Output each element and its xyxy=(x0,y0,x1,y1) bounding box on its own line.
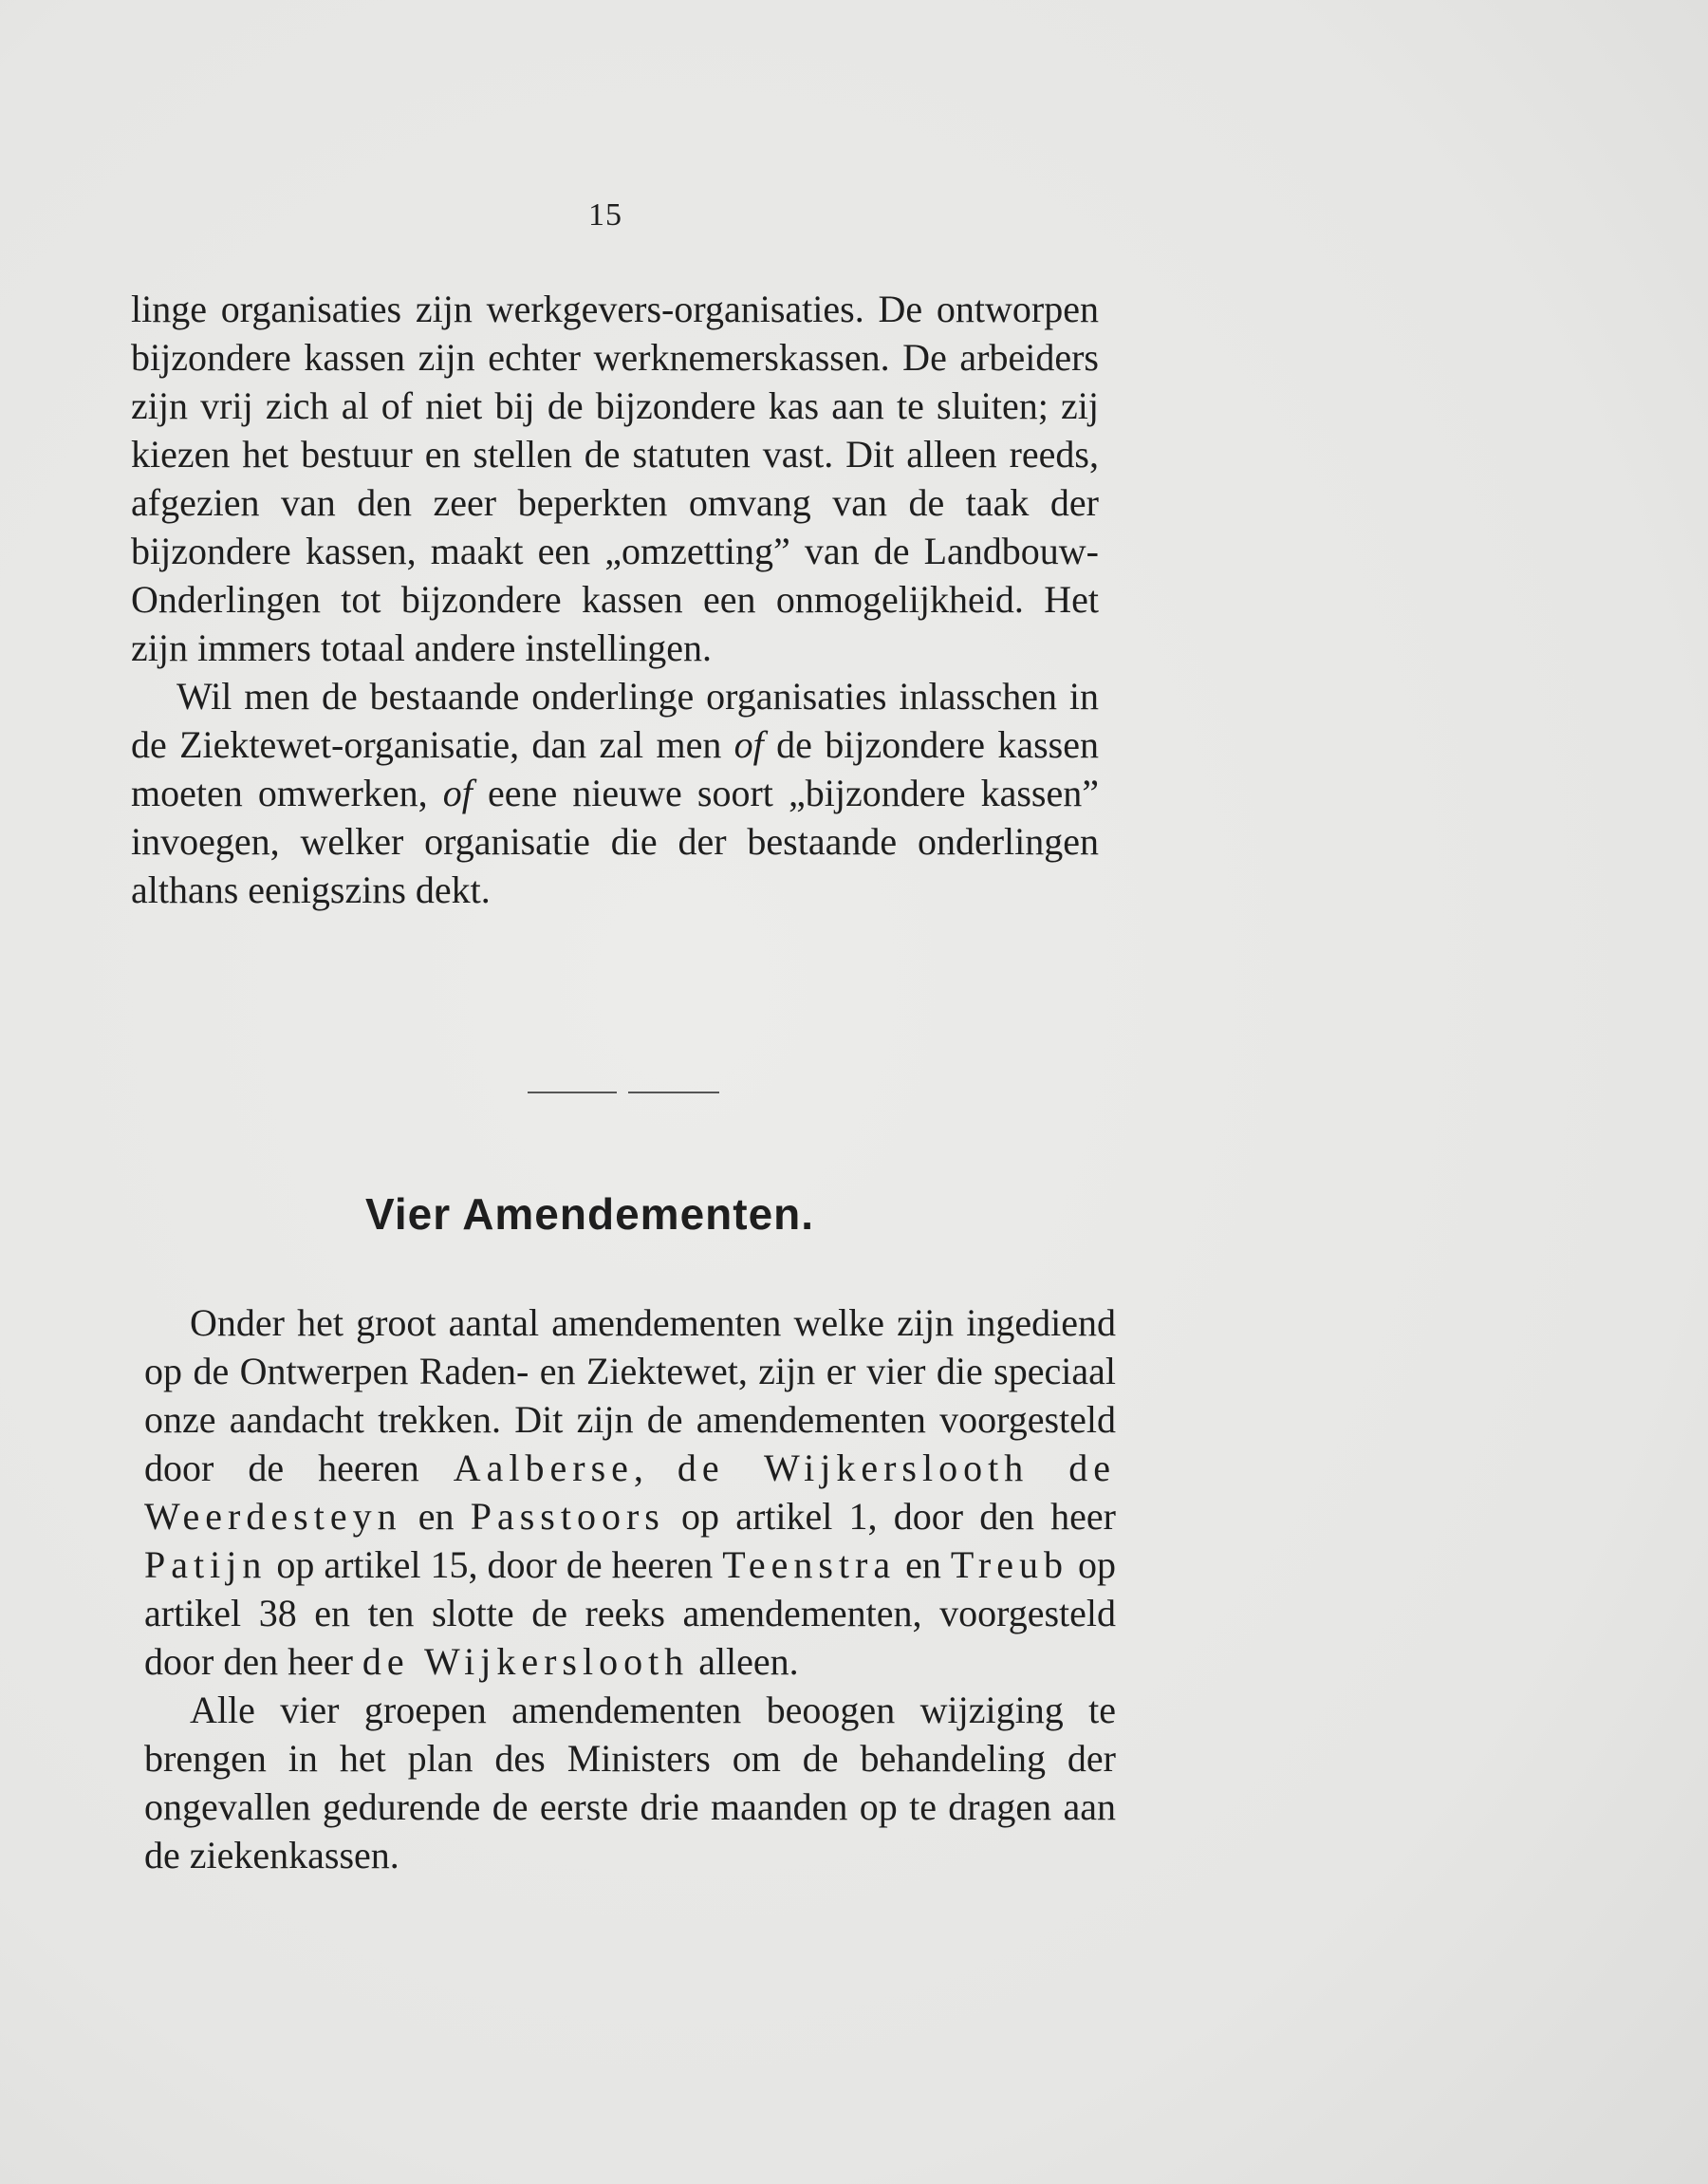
page-number: 15 xyxy=(588,197,622,233)
text-run: de bijzondere kassen moeten omwerken, xyxy=(131,723,1099,814)
person-name: Patijn xyxy=(144,1543,268,1586)
italic-text: of xyxy=(733,723,764,766)
text-run: alleen. xyxy=(689,1640,799,1683)
paragraph xyxy=(144,1298,1116,1686)
text-run: , xyxy=(633,1447,678,1489)
italic-text: of xyxy=(442,772,473,814)
person-name: Passtoors xyxy=(470,1495,665,1538)
paragraph: linge organisaties zijn werkgevers-organisaties. De ontworpen bijzondere kassen zijn echter werknemerskassen. De arbeiders zijn vrij zich al of niet bij de bijzondere kas aan te sluiten; zij kiezen het bestuur en stellen de statuten vast. Dit alleen reeds, afgezien van den zeer beperkten omvang van de taak der bijzondere kassen, maakt een „omzetting” van de Landbouw-Onderlingen tot bijzondere kassen een onmogelijkheid. Het zijn immers totaal andere instellingen. xyxy=(131,288,1099,669)
section-heading: Vier Amendementen. xyxy=(365,1189,815,1239)
text-run: eene nieuwe soort „bijzondere kassen” invoegen, welker organisatie die der bestaande onderlingen althans eenigszins dekt. xyxy=(131,772,1099,911)
section-2-body xyxy=(144,1298,1116,1879)
text-run: Wil men de bestaande onderlinge organisaties inlasschen in de Ziektewet-organisatie, dan zal men xyxy=(131,675,1099,766)
paragraph xyxy=(131,672,1099,914)
text-run: en xyxy=(401,1495,471,1538)
text-run: op artikel 38 en ten slotte de reeks amendementen, voorgesteld door den heer xyxy=(144,1543,1116,1683)
section-divider xyxy=(528,1092,617,1093)
text-run: op artikel 15, door de heeren xyxy=(267,1543,723,1586)
text-run: Onder het groot aantal amendementen welke zijn ingediend op de Ontwerpen Raden- en Ziektewet, zijn er vier die speciaal onze aandacht trekken. Dit zijn de amendementen voorgesteld door de heeren xyxy=(144,1301,1116,1489)
section-1-body xyxy=(131,285,1099,914)
person-name: Aalberse xyxy=(453,1447,634,1489)
person-name: de Wijkerslooth xyxy=(362,1640,690,1683)
paragraph: Alle vier groepen amendementen beoogen wijziging te brengen in het plan des Ministers om de behandeling der ongevallen gedurende de eerste drie maanden op te dragen aan de ziekenkassen. xyxy=(144,1689,1116,1876)
person-name: Treub xyxy=(950,1543,1068,1586)
text-run: op artikel 1, door den heer xyxy=(664,1495,1116,1538)
text-run: en xyxy=(896,1543,951,1586)
section-divider xyxy=(628,1092,719,1093)
person-name: Teenstra xyxy=(722,1543,897,1586)
person-name: de Wijkerslooth de Weerdesteyn xyxy=(144,1447,1117,1538)
